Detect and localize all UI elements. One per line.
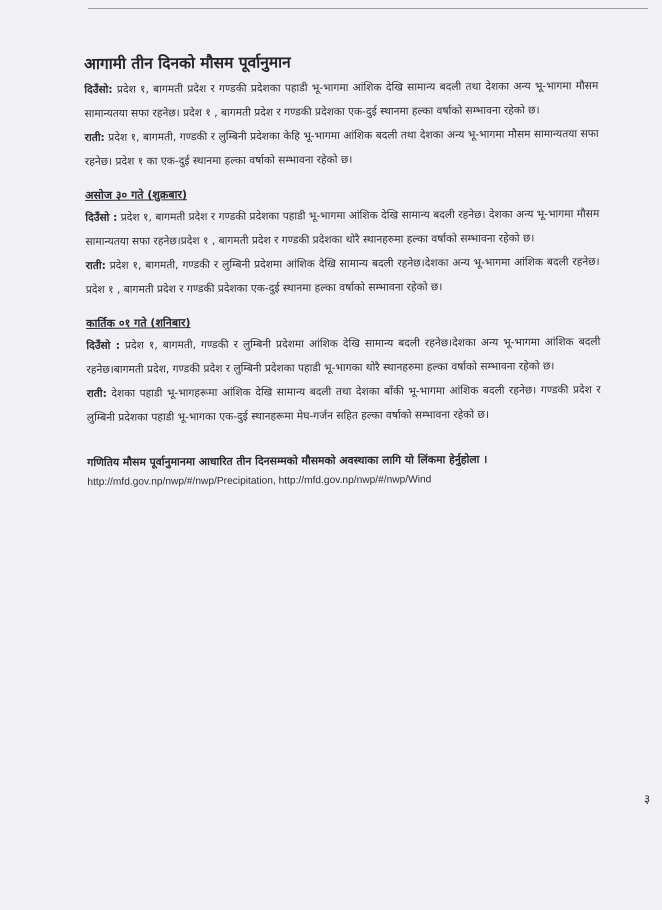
intro-night-paragraph (85, 122, 599, 174)
section-day2-day-text: प्रदेश १, बागमती, गण्डकी र लुम्बिनी प्रदेशमा आंशिक देखि सामान्य बदली रहनेछ।देशका अन्य भू-भागमा आंशिक बदली रहनेछ।बागमती प्रदेश, गण्डकी प्रदेश र लुम्बिनी प्रदेशका पहाडी भू-भागका थोरै स्थानहरुमा हल्का वर्षाको सम्भावना रहेको छ। (86, 335, 601, 376)
section-day1-day-text: प्रदेश १, बागमती प्रदेश र गण्डकी प्रदेशका पहाडी भू-भागमा आंशिक देखि सामान्य बदली रहनेछ। देशका अन्य भू-भागमा मौसम सामान्यतया सफा रहनेछ।प्रदेश १ , बागमती प्रदेश र गण्डकी प्रदेशका थोरै स्थानहरुमा हल्का वर्षाको सम्भावना रहेको छ। (85, 207, 600, 248)
section-day1-night-label: राती: (85, 259, 106, 272)
intro-day-label: दिउँसो: (84, 83, 113, 96)
section-day1-night-text: प्रदेश १, बागमती, गण्डकी र लुम्बिनी प्रदेशमा आंशिक देखि सामान्य बदली रहनेछ।देशका अन्य भू-भागमा आंशिक बदली रहनेछ। प्रदेश १ , बागमती प्रदेश र गण्डकी प्रदेशका एक-दुई स्थानमा हल्का वर्षाको सम्भावना रहेको छ। (85, 255, 600, 296)
section-day2-night-paragraph (87, 378, 601, 430)
intro-night-label: राती: (84, 131, 105, 144)
section-day2-heading: कार्तिक ०१ गते (शनिबार) (86, 316, 191, 330)
document-title: आगामी तीन दिनको मौसम पूर्वानुमान (84, 53, 291, 73)
intro-day-text: प्रदेश १, बागमती प्रदेश र गण्डकी प्रदेशका पहाडी भू-भागमा आंशिक देखि सामान्य बदली तथा देशका अन्य भू-भागमा मौसम सामान्यतया सफा रहनेछ। प्रदेश १ , बागमती प्रदेश र गण्डकी प्रदेशका एक-दुई स्थानमा हल्का वर्षाको सम्भावना रहेको छ। (84, 79, 599, 120)
nwp-links: http://mfd.gov.np/nwp/#/nwp/Precipitation, http://mfd.gov.np/nwp/#/nwp/Wind (87, 474, 432, 488)
section-day2-day-label: दिउँसो : (86, 339, 121, 352)
section-day1-heading: असोज ३० गते (शुक्रबार) (85, 188, 188, 202)
section-day1-day-paragraph (85, 202, 599, 254)
page-top-edge (88, 8, 648, 9)
section-day1 (85, 182, 600, 302)
intro-block (84, 74, 599, 174)
section-day2-night-label: राती: (86, 387, 107, 400)
section-day2 (86, 310, 601, 430)
intro-day-paragraph (84, 74, 598, 126)
forecast-document (84, 48, 601, 492)
page-number: ३ (644, 792, 651, 806)
section-day1-day-label: दिउँसो : (85, 211, 118, 224)
intro-night-text: प्रदेश १, बागमती, गण्डकी र लुम्बिनी प्रदेशका केहि भू-भागमा आंशिक बदली तथा देशका अन्य भू-भागमा मौसम सामान्यतया सफा रहनेछ। प्रदेश १ का एक-दुई स्थानमा हल्का वर्षाको सम्भावना रहेको छ। (84, 127, 599, 168)
nwp-note: गणितिय मौसम पूर्वानुमानमा आधारित तीन दिनसम्मको मौसमको अवस्थाका लागि यो लिंकमा हेर्नुहोला । (87, 452, 488, 469)
section-day2-night-text: देशका पहाडी भू-भागहरूमा आंशिक देखि सामान्य बदली तथा देशका बाँकी भू-भागमा आंशिक बदली रहनेछ। गण्डकी प्रदेश र लुम्बिनी प्रदेशका पहाडी भू-भागका एक-दुई स्थानहरूमा मेघ-गर्जन सहित हल्का वर्षाको सम्भावना रहेको छ। (86, 383, 601, 424)
section-day1-night-paragraph (86, 250, 600, 302)
section-day2-day-paragraph (86, 330, 600, 382)
